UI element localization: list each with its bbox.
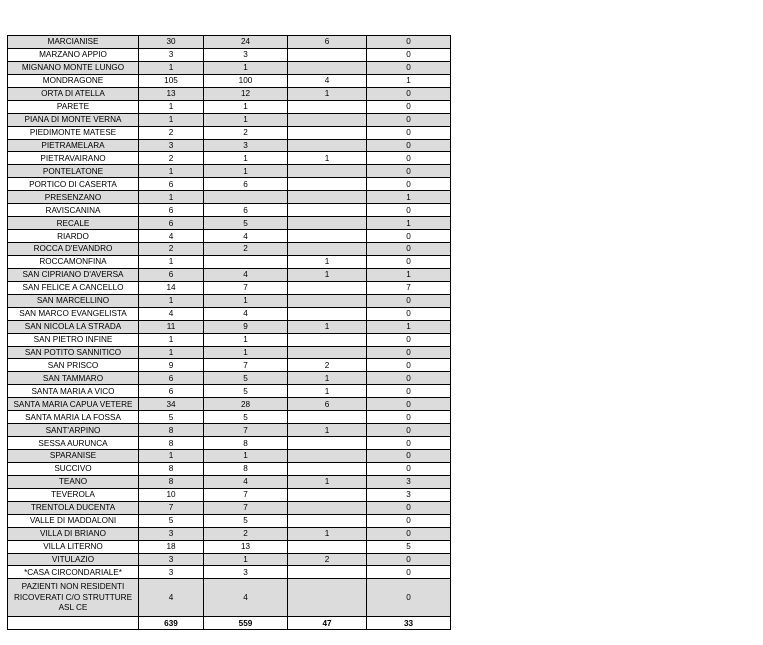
total-cell-c1: 639 bbox=[139, 617, 204, 630]
municipality-cell: SANTA MARIA A VICO bbox=[8, 385, 139, 398]
municipality-cell: PRESENZANO bbox=[8, 191, 139, 204]
value-cell-c2: 4 bbox=[204, 579, 288, 617]
value-cell-c3 bbox=[288, 579, 367, 617]
value-cell-c4: 0 bbox=[367, 294, 451, 307]
value-cell-c3 bbox=[288, 488, 367, 501]
value-cell-c4: 0 bbox=[367, 462, 451, 475]
value-cell-c3: 2 bbox=[288, 553, 367, 566]
table-row bbox=[8, 424, 451, 437]
value-cell-c4: 1 bbox=[367, 217, 451, 230]
value-cell-c2: 5 bbox=[204, 372, 288, 385]
value-cell-c2: 1 bbox=[204, 333, 288, 346]
value-cell-c3 bbox=[288, 204, 367, 217]
value-cell-c4: 1 bbox=[367, 320, 451, 333]
value-cell-c4: 0 bbox=[367, 243, 451, 256]
value-cell-c4: 0 bbox=[367, 372, 451, 385]
table-row bbox=[8, 204, 451, 217]
value-cell-c1: 1 bbox=[139, 333, 204, 346]
table-row bbox=[8, 437, 451, 450]
table-row bbox=[8, 488, 451, 501]
table-row bbox=[8, 178, 451, 191]
table-row bbox=[8, 281, 451, 294]
value-cell-c4: 0 bbox=[367, 579, 451, 617]
table-row bbox=[8, 87, 451, 100]
value-cell-c2: 24 bbox=[204, 36, 288, 49]
value-cell-c3 bbox=[288, 113, 367, 126]
value-cell-c4: 0 bbox=[367, 307, 451, 320]
value-cell-c4: 0 bbox=[367, 450, 451, 463]
municipality-cell: VILLA DI BRIANO bbox=[8, 527, 139, 540]
table-row bbox=[8, 514, 451, 527]
value-cell-c4: 0 bbox=[367, 178, 451, 191]
value-cell-c4: 0 bbox=[367, 139, 451, 152]
value-cell-c1: 5 bbox=[139, 411, 204, 424]
table-row bbox=[8, 217, 451, 230]
value-cell-c2: 1 bbox=[204, 152, 288, 165]
value-cell-c3 bbox=[288, 333, 367, 346]
value-cell-c1: 3 bbox=[139, 553, 204, 566]
value-cell-c1: 1 bbox=[139, 100, 204, 113]
value-cell-c1: 9 bbox=[139, 359, 204, 372]
municipality-cell: PIETRAVAIRANO bbox=[8, 152, 139, 165]
value-cell-c1: 8 bbox=[139, 424, 204, 437]
value-cell-c4: 7 bbox=[367, 281, 451, 294]
municipality-cell: MARZANO APPIO bbox=[8, 48, 139, 61]
municipality-cell: MIGNANO MONTE LUNGO bbox=[8, 61, 139, 74]
table-row bbox=[8, 61, 451, 74]
table-row bbox=[8, 553, 451, 566]
value-cell-c4: 0 bbox=[367, 385, 451, 398]
municipality-cell: SESSA AURUNCA bbox=[8, 437, 139, 450]
municipality-cell: SAN POTITO SANNITICO bbox=[8, 346, 139, 359]
value-cell-c4: 0 bbox=[367, 514, 451, 527]
value-cell-c1: 105 bbox=[139, 74, 204, 87]
municipality-cell: TEVEROLA bbox=[8, 488, 139, 501]
municipality-cell: SAN FELICE A CANCELLO bbox=[8, 281, 139, 294]
value-cell-c4: 0 bbox=[367, 87, 451, 100]
value-cell-c2: 7 bbox=[204, 488, 288, 501]
value-cell-c3: 1 bbox=[288, 475, 367, 488]
table-row bbox=[8, 333, 451, 346]
value-cell-c3: 1 bbox=[288, 152, 367, 165]
municipality-cell: SANTA MARIA CAPUA VETERE bbox=[8, 398, 139, 411]
value-cell-c4: 0 bbox=[367, 255, 451, 268]
value-cell-c1: 1 bbox=[139, 61, 204, 74]
table-body bbox=[8, 36, 451, 630]
value-cell-c3 bbox=[288, 139, 367, 152]
municipality-cell: ROCCAMONFINA bbox=[8, 255, 139, 268]
municipality-cell: VALLE DI MADDALONI bbox=[8, 514, 139, 527]
value-cell-c3 bbox=[288, 411, 367, 424]
value-cell-c3 bbox=[288, 178, 367, 191]
municipality-cell: SAN MARCO EVANGELISTA bbox=[8, 307, 139, 320]
table-row bbox=[8, 307, 451, 320]
total-cell-c3: 47 bbox=[288, 617, 367, 630]
value-cell-c1: 10 bbox=[139, 488, 204, 501]
value-cell-c2: 1 bbox=[204, 165, 288, 178]
value-cell-c4: 0 bbox=[367, 553, 451, 566]
municipality-cell: SAN PRISCO bbox=[8, 359, 139, 372]
value-cell-c2 bbox=[204, 191, 288, 204]
value-cell-c3 bbox=[288, 450, 367, 463]
municipality-cell: PORTICO DI CASERTA bbox=[8, 178, 139, 191]
value-cell-c2: 1 bbox=[204, 294, 288, 307]
municipality-cell: PIETRAMELARA bbox=[8, 139, 139, 152]
municipality-cell: SUCCIVO bbox=[8, 462, 139, 475]
table-row bbox=[8, 113, 451, 126]
value-cell-c4: 0 bbox=[367, 566, 451, 579]
value-cell-c2: 8 bbox=[204, 437, 288, 450]
value-cell-c1: 7 bbox=[139, 501, 204, 514]
municipality-cell: PARETE bbox=[8, 100, 139, 113]
table-row bbox=[8, 268, 451, 281]
data-table bbox=[7, 35, 451, 630]
table-row bbox=[8, 462, 451, 475]
value-cell-c3 bbox=[288, 165, 367, 178]
table-row bbox=[8, 165, 451, 178]
municipality-cell: SANT'ARPINO bbox=[8, 424, 139, 437]
value-cell-c4: 3 bbox=[367, 475, 451, 488]
table-row bbox=[8, 385, 451, 398]
value-cell-c4: 0 bbox=[367, 398, 451, 411]
value-cell-c1: 2 bbox=[139, 152, 204, 165]
value-cell-c4: 0 bbox=[367, 61, 451, 74]
value-cell-c1: 2 bbox=[139, 243, 204, 256]
value-cell-c3 bbox=[288, 437, 367, 450]
value-cell-c3: 4 bbox=[288, 74, 367, 87]
value-cell-c2: 2 bbox=[204, 527, 288, 540]
value-cell-c4: 0 bbox=[367, 411, 451, 424]
value-cell-c4: 0 bbox=[367, 152, 451, 165]
value-cell-c1: 1 bbox=[139, 294, 204, 307]
value-cell-c3 bbox=[288, 514, 367, 527]
value-cell-c1: 1 bbox=[139, 450, 204, 463]
table-row bbox=[8, 320, 451, 333]
value-cell-c1: 6 bbox=[139, 217, 204, 230]
municipality-cell: ORTA DI ATELLA bbox=[8, 87, 139, 100]
table-row bbox=[8, 48, 451, 61]
value-cell-c3: 1 bbox=[288, 527, 367, 540]
municipality-cell: SAN NICOLA LA STRADA bbox=[8, 320, 139, 333]
value-cell-c3: 1 bbox=[288, 424, 367, 437]
value-cell-c2: 2 bbox=[204, 243, 288, 256]
value-cell-c1: 4 bbox=[139, 230, 204, 243]
value-cell-c2 bbox=[204, 255, 288, 268]
table-row bbox=[8, 294, 451, 307]
value-cell-c4: 0 bbox=[367, 48, 451, 61]
value-cell-c1: 1 bbox=[139, 191, 204, 204]
value-cell-c4: 0 bbox=[367, 333, 451, 346]
value-cell-c1: 3 bbox=[139, 566, 204, 579]
value-cell-c2: 3 bbox=[204, 48, 288, 61]
value-cell-c4: 0 bbox=[367, 113, 451, 126]
value-cell-c3 bbox=[288, 126, 367, 139]
table-row bbox=[8, 475, 451, 488]
total-cell-c2: 559 bbox=[204, 617, 288, 630]
value-cell-c1: 8 bbox=[139, 437, 204, 450]
table-row bbox=[8, 139, 451, 152]
value-cell-c4: 0 bbox=[367, 437, 451, 450]
value-cell-c2: 7 bbox=[204, 281, 288, 294]
value-cell-c1: 2 bbox=[139, 126, 204, 139]
totals-row bbox=[8, 617, 451, 630]
value-cell-c3 bbox=[288, 501, 367, 514]
value-cell-c1: 3 bbox=[139, 139, 204, 152]
value-cell-c2: 1 bbox=[204, 553, 288, 566]
value-cell-c3: 6 bbox=[288, 398, 367, 411]
value-cell-c1: 6 bbox=[139, 178, 204, 191]
value-cell-c4: 0 bbox=[367, 126, 451, 139]
table-row bbox=[8, 372, 451, 385]
value-cell-c3 bbox=[288, 307, 367, 320]
value-cell-c3 bbox=[288, 243, 367, 256]
value-cell-c1: 1 bbox=[139, 255, 204, 268]
value-cell-c1: 1 bbox=[139, 165, 204, 178]
value-cell-c2: 5 bbox=[204, 514, 288, 527]
value-cell-c3 bbox=[288, 294, 367, 307]
value-cell-c3: 2 bbox=[288, 359, 367, 372]
value-cell-c4: 0 bbox=[367, 204, 451, 217]
value-cell-c3: 1 bbox=[288, 255, 367, 268]
value-cell-c3 bbox=[288, 346, 367, 359]
value-cell-c2: 4 bbox=[204, 475, 288, 488]
value-cell-c2: 9 bbox=[204, 320, 288, 333]
value-cell-c3 bbox=[288, 462, 367, 475]
value-cell-c1: 11 bbox=[139, 320, 204, 333]
table-row bbox=[8, 36, 451, 49]
value-cell-c3 bbox=[288, 230, 367, 243]
value-cell-c3: 6 bbox=[288, 36, 367, 49]
value-cell-c1: 4 bbox=[139, 307, 204, 320]
totals-label-cell bbox=[8, 617, 139, 630]
value-cell-c4: 1 bbox=[367, 74, 451, 87]
value-cell-c2: 7 bbox=[204, 501, 288, 514]
table-row bbox=[8, 527, 451, 540]
table-row bbox=[8, 152, 451, 165]
value-cell-c2: 1 bbox=[204, 450, 288, 463]
table-row bbox=[8, 230, 451, 243]
municipality-cell: SAN PIETRO INFINE bbox=[8, 333, 139, 346]
value-cell-c1: 1 bbox=[139, 346, 204, 359]
value-cell-c2: 1 bbox=[204, 61, 288, 74]
total-cell-c4: 33 bbox=[367, 617, 451, 630]
value-cell-c3 bbox=[288, 281, 367, 294]
table-row bbox=[8, 126, 451, 139]
value-cell-c1: 6 bbox=[139, 385, 204, 398]
table-row bbox=[8, 359, 451, 372]
value-cell-c2: 1 bbox=[204, 100, 288, 113]
municipality-cell: TEANO bbox=[8, 475, 139, 488]
value-cell-c4: 0 bbox=[367, 346, 451, 359]
table-row bbox=[8, 255, 451, 268]
value-cell-c2: 2 bbox=[204, 126, 288, 139]
value-cell-c4: 1 bbox=[367, 191, 451, 204]
value-cell-c2: 28 bbox=[204, 398, 288, 411]
value-cell-c3: 1 bbox=[288, 87, 367, 100]
municipality-cell: TRENTOLA DUCENTA bbox=[8, 501, 139, 514]
municipality-cell: SAN CIPRIANO D'AVERSA bbox=[8, 268, 139, 281]
municipality-cell: RECALE bbox=[8, 217, 139, 230]
municipality-cell: PONTELATONE bbox=[8, 165, 139, 178]
value-cell-c1: 1 bbox=[139, 113, 204, 126]
value-cell-c2: 100 bbox=[204, 74, 288, 87]
table-row bbox=[8, 346, 451, 359]
value-cell-c4: 0 bbox=[367, 359, 451, 372]
value-cell-c1: 14 bbox=[139, 281, 204, 294]
value-cell-c2: 5 bbox=[204, 217, 288, 230]
municipality-cell: PIANA DI MONTE VERNA bbox=[8, 113, 139, 126]
value-cell-c4: 5 bbox=[367, 540, 451, 553]
value-cell-c1: 8 bbox=[139, 475, 204, 488]
table-row bbox=[8, 74, 451, 87]
municipality-cell: SANTA MARIA LA FOSSA bbox=[8, 411, 139, 424]
value-cell-c1: 6 bbox=[139, 268, 204, 281]
table-row bbox=[8, 540, 451, 553]
municipality-cell: MARCIANISE bbox=[8, 36, 139, 49]
value-cell-c4: 0 bbox=[367, 165, 451, 178]
value-cell-c2: 6 bbox=[204, 204, 288, 217]
value-cell-c1: 8 bbox=[139, 462, 204, 475]
table-row bbox=[8, 566, 451, 579]
value-cell-c3 bbox=[288, 61, 367, 74]
value-cell-c2: 7 bbox=[204, 359, 288, 372]
value-cell-c3 bbox=[288, 217, 367, 230]
table-row bbox=[8, 100, 451, 113]
value-cell-c2: 1 bbox=[204, 346, 288, 359]
value-cell-c1: 3 bbox=[139, 48, 204, 61]
value-cell-c3 bbox=[288, 48, 367, 61]
value-cell-c2: 4 bbox=[204, 230, 288, 243]
value-cell-c4: 0 bbox=[367, 501, 451, 514]
municipality-cell: RAVISCANINA bbox=[8, 204, 139, 217]
value-cell-c2: 3 bbox=[204, 139, 288, 152]
table-row bbox=[8, 579, 451, 617]
value-cell-c1: 6 bbox=[139, 372, 204, 385]
value-cell-c3 bbox=[288, 566, 367, 579]
value-cell-c4: 0 bbox=[367, 100, 451, 113]
municipality-cell: ROCCA D'EVANDRO bbox=[8, 243, 139, 256]
value-cell-c3 bbox=[288, 100, 367, 113]
value-cell-c3: 1 bbox=[288, 385, 367, 398]
value-cell-c3 bbox=[288, 191, 367, 204]
value-cell-c1: 13 bbox=[139, 87, 204, 100]
value-cell-c4: 0 bbox=[367, 36, 451, 49]
value-cell-c1: 5 bbox=[139, 514, 204, 527]
municipality-cell: SAN TAMMARO bbox=[8, 372, 139, 385]
value-cell-c2: 3 bbox=[204, 566, 288, 579]
municipality-cell: MONDRAGONE bbox=[8, 74, 139, 87]
table-row bbox=[8, 501, 451, 514]
municipality-cell: SPARANISE bbox=[8, 450, 139, 463]
municipality-cell: VILLA LITERNO bbox=[8, 540, 139, 553]
table-row bbox=[8, 191, 451, 204]
value-cell-c4: 0 bbox=[367, 230, 451, 243]
value-cell-c4: 0 bbox=[367, 424, 451, 437]
value-cell-c4: 1 bbox=[367, 268, 451, 281]
value-cell-c2: 5 bbox=[204, 411, 288, 424]
value-cell-c2: 13 bbox=[204, 540, 288, 553]
value-cell-c2: 4 bbox=[204, 268, 288, 281]
value-cell-c1: 4 bbox=[139, 579, 204, 617]
value-cell-c4: 0 bbox=[367, 527, 451, 540]
municipality-cell: PAZIENTI NON RESIDENTI RICOVERATI C/O STRUTTURE ASL CE bbox=[8, 579, 139, 617]
value-cell-c1: 6 bbox=[139, 204, 204, 217]
value-cell-c2: 6 bbox=[204, 178, 288, 191]
value-cell-c2: 5 bbox=[204, 385, 288, 398]
value-cell-c2: 4 bbox=[204, 307, 288, 320]
table-row bbox=[8, 398, 451, 411]
value-cell-c2: 12 bbox=[204, 87, 288, 100]
value-cell-c3 bbox=[288, 540, 367, 553]
municipality-cell: VITULAZIO bbox=[8, 553, 139, 566]
municipality-cell: RIARDO bbox=[8, 230, 139, 243]
municipality-cell: *CASA CIRCONDARIALE* bbox=[8, 566, 139, 579]
value-cell-c3: 1 bbox=[288, 372, 367, 385]
municipality-cell: PIEDIMONTE MATESE bbox=[8, 126, 139, 139]
value-cell-c1: 18 bbox=[139, 540, 204, 553]
value-cell-c4: 3 bbox=[367, 488, 451, 501]
value-cell-c2: 7 bbox=[204, 424, 288, 437]
table-row bbox=[8, 450, 451, 463]
table-row bbox=[8, 411, 451, 424]
value-cell-c3: 1 bbox=[288, 320, 367, 333]
value-cell-c1: 34 bbox=[139, 398, 204, 411]
table-row bbox=[8, 243, 451, 256]
value-cell-c2: 8 bbox=[204, 462, 288, 475]
value-cell-c1: 30 bbox=[139, 36, 204, 49]
value-cell-c1: 3 bbox=[139, 527, 204, 540]
value-cell-c3: 1 bbox=[288, 268, 367, 281]
value-cell-c2: 1 bbox=[204, 113, 288, 126]
municipality-cell: SAN MARCELLINO bbox=[8, 294, 139, 307]
